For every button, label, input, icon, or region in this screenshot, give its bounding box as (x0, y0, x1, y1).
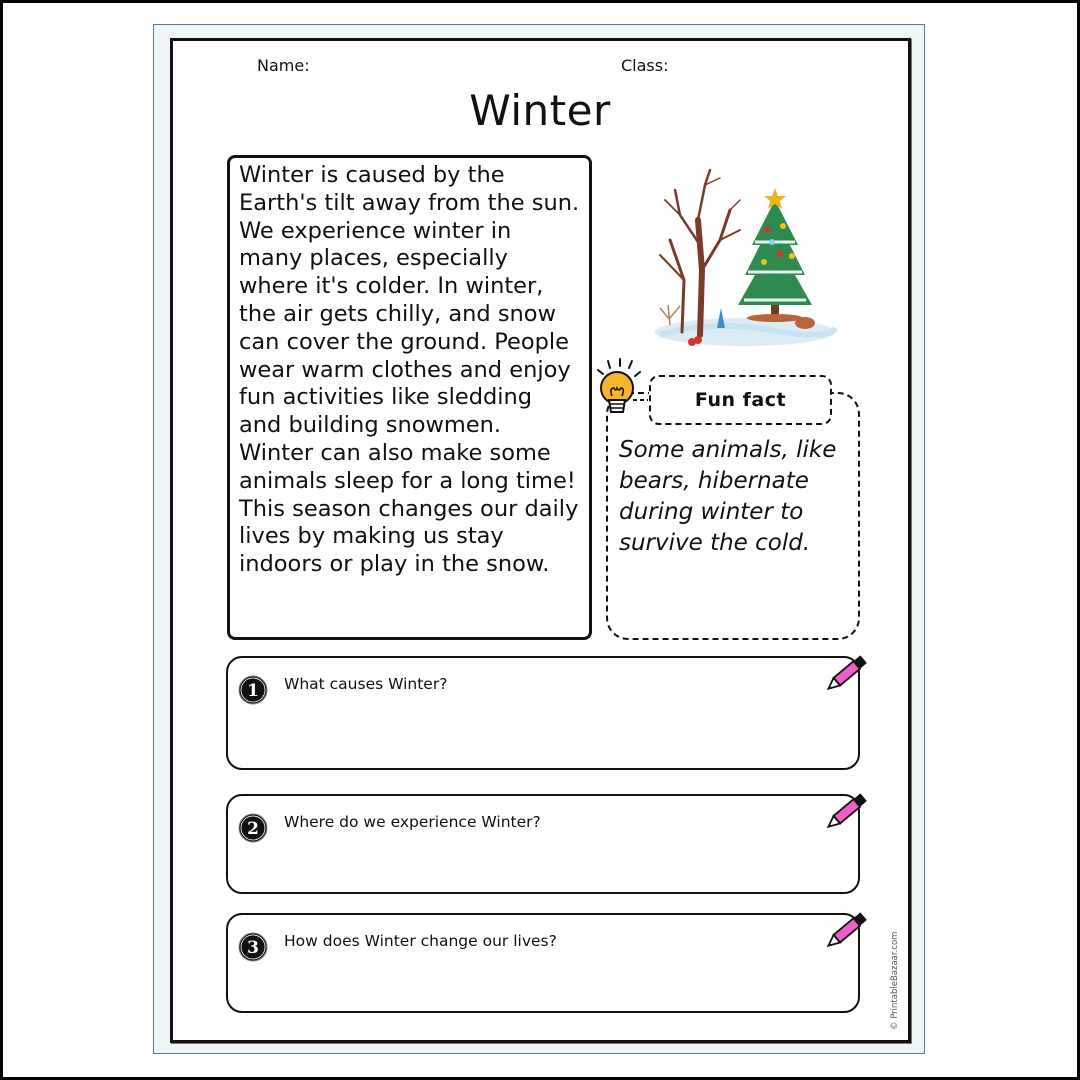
fun-fact-heading (649, 375, 832, 425)
svg-text:3: 3 (247, 938, 259, 958)
page-title: Winter (469, 86, 611, 135)
fun-fact-heading-text: Fun fact (694, 389, 787, 411)
winter-trees-illustration (640, 160, 840, 355)
number-1-badge-icon (238, 675, 268, 705)
question-text-1: What causes Winter? (284, 675, 448, 693)
pencil-icon (820, 907, 872, 955)
pencil-icon (820, 650, 872, 698)
reading-passage (227, 155, 592, 640)
question-box-2[interactable] (226, 794, 860, 894)
svg-text:2: 2 (247, 819, 259, 839)
fun-fact-text: Some animals, like bears, hibernate during winter to survive the cold. (619, 437, 837, 556)
class-label: Class: (621, 56, 669, 75)
passage-text: Winter is caused by the Earth's tilt away from the sun. We experience winter in many places, especially where it's colder. In winter, the air gets chilly, and snow can cover the ground. People wear warm clothes and enjoy fun activities like sledding and building snowmen. Winter can also make some animals sleep for a long time! This season changes our daily lives by making us stay indoors or play in the snow. (239, 162, 580, 578)
number-3-badge-icon (238, 932, 268, 962)
lightbulb-icon (592, 358, 648, 424)
question-text-3: How does Winter change our lives? (284, 932, 557, 950)
svg-text:1: 1 (247, 681, 259, 701)
question-text-2: Where do we experience Winter? (284, 813, 541, 831)
copyright-credit: © PrintableBazaar.com (890, 931, 900, 1030)
name-label: Name: (257, 56, 310, 75)
pencil-icon (820, 788, 872, 836)
question-box-3[interactable] (226, 913, 860, 1013)
question-box-1[interactable] (226, 656, 860, 770)
number-2-badge-icon (238, 813, 268, 843)
